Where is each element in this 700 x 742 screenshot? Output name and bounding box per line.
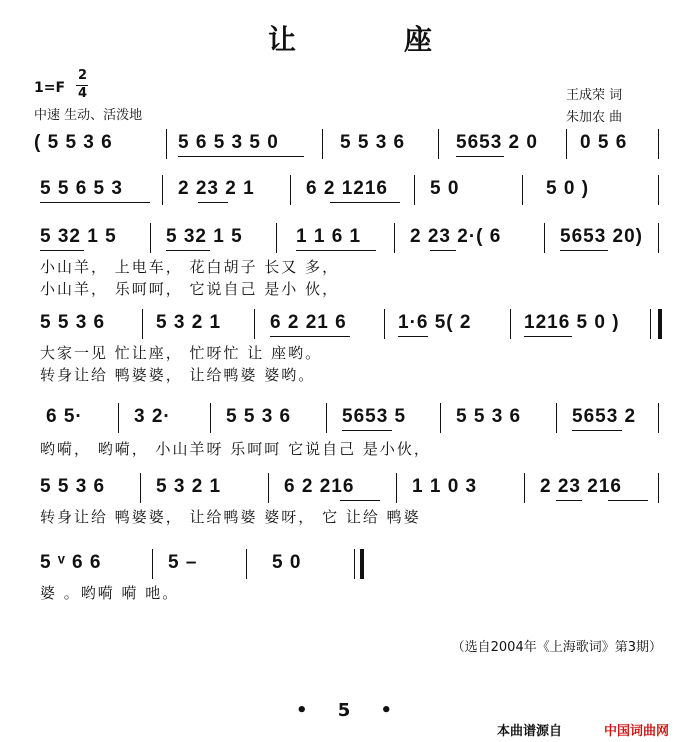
measure: 5 0 xyxy=(272,552,302,573)
bar-line xyxy=(658,403,659,433)
source-note: （选自2004年《上海歌词》第3期） xyxy=(451,640,662,655)
bar-line xyxy=(544,223,545,253)
bar-line xyxy=(150,223,151,253)
measure: ( 5 5 3 6 xyxy=(34,132,113,153)
song-title: 让 座 xyxy=(267,23,472,56)
bar-line xyxy=(658,129,659,159)
bar-line xyxy=(326,403,327,433)
beam xyxy=(296,250,376,251)
measure: 5 0 ) xyxy=(546,178,590,199)
bar-line xyxy=(396,473,397,503)
measure: 5 32 1 5 xyxy=(40,226,117,247)
measure: 6 2 21 6 xyxy=(270,312,347,333)
lyric-line: 婆 。哟嗬 嗬 吔。 xyxy=(40,584,180,602)
bar-line xyxy=(414,175,415,205)
bar-line xyxy=(384,309,385,339)
beam xyxy=(456,156,504,157)
bar-line xyxy=(522,175,523,205)
beam xyxy=(40,250,84,251)
beam xyxy=(608,500,648,501)
bar-line xyxy=(162,175,163,205)
lyric-line: 哟嗬， 哟嗬， 小山羊呀 乐呵呵 它说自己 是小伙， xyxy=(40,440,431,458)
beam xyxy=(556,500,582,501)
key-signature: 1=F xyxy=(34,80,66,96)
bar-line xyxy=(268,473,269,503)
measure: 5 5 3 6 xyxy=(226,406,292,427)
bar-line xyxy=(556,403,557,433)
beam xyxy=(342,430,392,431)
beam xyxy=(270,336,350,337)
footer-source-label: 本曲谱源自 xyxy=(497,724,563,739)
beam xyxy=(398,336,428,337)
measure: 2 23 216 xyxy=(540,476,622,497)
measure: 5 32 1 5 xyxy=(166,226,243,247)
measure: 5 3 2 1 xyxy=(156,312,222,333)
bar-line xyxy=(510,309,511,339)
measure: 2 23 2·( 6 xyxy=(410,226,502,247)
bar-line xyxy=(394,223,395,253)
bar-line xyxy=(438,129,439,159)
bar-line xyxy=(658,473,659,503)
beam xyxy=(330,202,400,203)
measure: 5 5 3 6 xyxy=(40,476,106,497)
measure: 6 2 1216 xyxy=(306,178,388,199)
beam xyxy=(166,250,210,251)
measure: 5653 2 0 xyxy=(456,132,538,153)
beam xyxy=(572,430,622,431)
measure: 5 5 3 6 xyxy=(40,312,106,333)
measure: 1·6 5( 2 xyxy=(398,312,472,333)
bar-line xyxy=(246,549,247,579)
bar-line xyxy=(210,403,211,433)
bar-line xyxy=(276,223,277,253)
bar-line xyxy=(566,129,567,159)
bar-line xyxy=(142,309,143,339)
lyric-line: 小山羊， 上电车， 花白胡子 长又 多， xyxy=(40,258,340,276)
lyric-line: 大家一见 忙让座， 忙呀忙 让 座哟。 xyxy=(40,344,323,362)
measure: 3 2· xyxy=(134,406,171,427)
score-system-intro xyxy=(0,132,700,174)
measure: 5653 5 xyxy=(342,406,407,427)
lyric-line: 小山羊， 乐呵呵， 它说自己 是小 伙， xyxy=(40,280,340,298)
measure: 2 23 2 1 xyxy=(178,178,255,199)
composer-credit: 朱加农 曲 xyxy=(566,110,623,125)
measure: 6 2 216 xyxy=(284,476,355,497)
bar-line xyxy=(152,549,153,579)
bar-line xyxy=(650,309,651,339)
measure: 5653 2 xyxy=(572,406,637,427)
measure: 5 5 3 6 xyxy=(340,132,406,153)
measure: 1216 5 0 ) xyxy=(524,312,620,333)
tempo-mark: 中速 生动、活泼地 xyxy=(34,108,143,123)
beam xyxy=(198,202,228,203)
page-number: • 5 • xyxy=(295,700,405,721)
bar-line xyxy=(658,175,659,205)
beam xyxy=(524,336,572,337)
beam xyxy=(178,156,304,157)
measure: 5 5 3 6 xyxy=(456,406,522,427)
measure: 1 1 0 3 xyxy=(412,476,478,497)
footer-site-link[interactable]: 中国词曲网 xyxy=(604,724,670,739)
lyric-line: 转身让给 鸭婆婆， 让给鸭婆 婆哟。 xyxy=(40,366,316,384)
time-signature-numerator: 2 xyxy=(78,68,88,83)
bar-line xyxy=(140,473,141,503)
final-bar xyxy=(360,549,364,579)
measure: 5 3 2 1 xyxy=(156,476,222,497)
beam xyxy=(560,250,608,251)
repeat-end-bar xyxy=(658,309,662,339)
beam xyxy=(40,202,150,203)
bar-line xyxy=(354,549,355,579)
measure: 5653 20) xyxy=(560,226,644,247)
bar-line xyxy=(440,403,441,433)
measure: 5 5 6 5 3 xyxy=(40,178,123,199)
bar-line xyxy=(290,175,291,205)
measure: 5 ᵛ 6 6 xyxy=(40,552,102,573)
beam xyxy=(340,500,380,501)
measure: 5 6 5 3 5 0 xyxy=(178,132,279,153)
bar-line xyxy=(254,309,255,339)
measure: 1 1 6 1 xyxy=(296,226,362,247)
measure: 0 5 6 xyxy=(580,132,628,153)
measure: 5 – xyxy=(168,552,198,573)
lyric-line: 转身让给 鸭婆婆， 让给鸭婆 婆呀， 它 让给 鸭婆 xyxy=(40,508,421,526)
lyricist-credit: 王成荣 词 xyxy=(566,88,623,103)
beam xyxy=(430,250,456,251)
measure: 5 0 xyxy=(430,178,460,199)
bar-line xyxy=(524,473,525,503)
time-signature-denominator: 4 xyxy=(78,86,88,101)
score-system-intro-2 xyxy=(0,178,700,220)
bar-line xyxy=(322,129,323,159)
measure: 6 5· xyxy=(46,406,83,427)
bar-line xyxy=(658,223,659,253)
bar-line xyxy=(166,129,167,159)
bar-line xyxy=(118,403,119,433)
